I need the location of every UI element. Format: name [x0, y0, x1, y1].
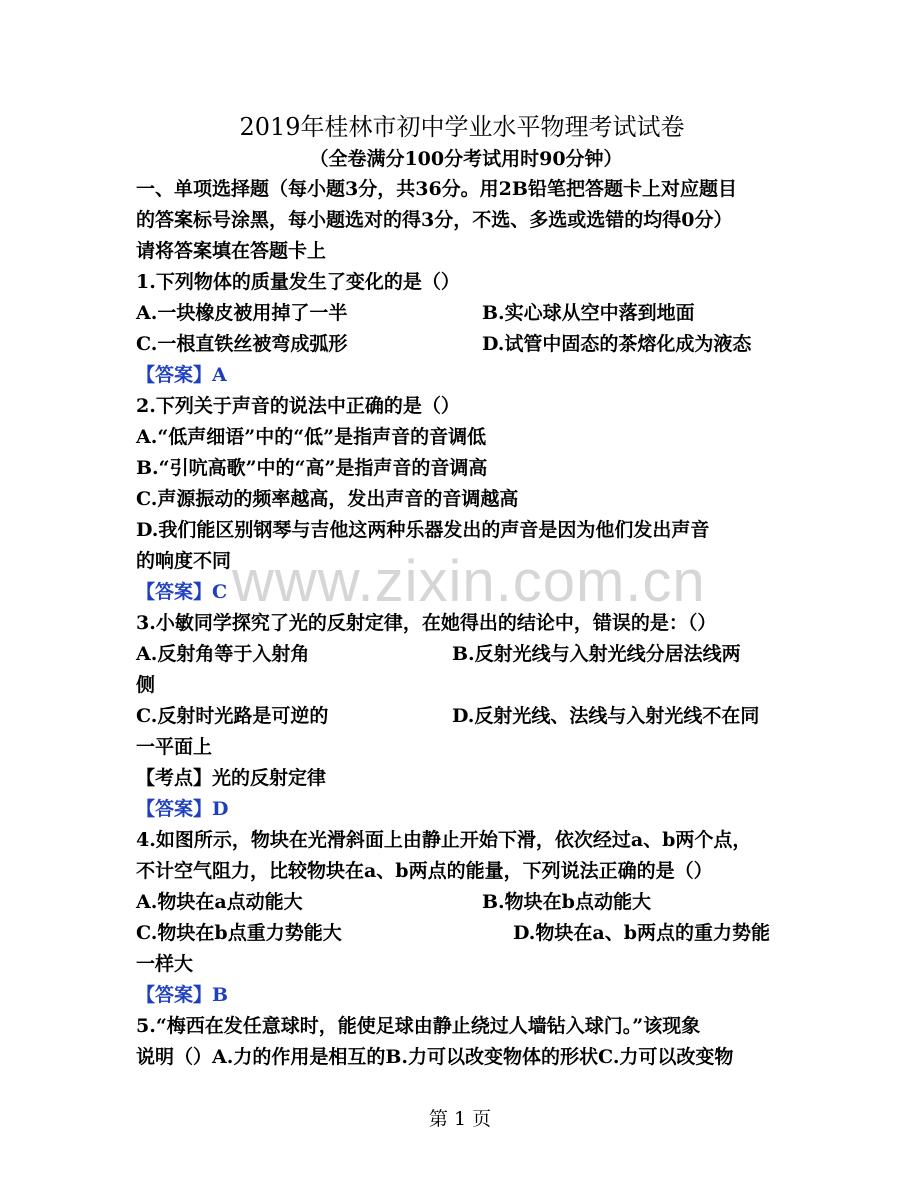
watermark: www.zixin.com.cn — [232, 549, 706, 614]
q1-stem: 1.下列物体的质量发生了变化的是（） — [136, 271, 460, 293]
q3-options-row-2 — [136, 701, 796, 732]
q4-option-d-continued: 一样大 — [136, 953, 194, 975]
q1-option-a: A.一块橡皮被用掉了一半 — [136, 302, 348, 324]
q3-stem: 3.小敏同学探究了光的反射定律，在她得出的结论中，错误的是：（） — [136, 612, 717, 634]
q1-options-row-2 — [136, 329, 796, 360]
q1-options-row-1 — [136, 298, 796, 329]
q4-option-b: B.物块在b点动能大 — [482, 891, 651, 913]
q1-answer: 【答案】A — [136, 364, 227, 386]
q3-option-b: B.反射光线与入射光线分居法线两 — [452, 643, 741, 665]
q4-option-c: C.物块在b点重力势能大 — [136, 922, 342, 944]
q3-option-a: A.反射角等于入射角 — [136, 643, 310, 665]
exam-content — [136, 110, 796, 1073]
q2-option-d-line-1: D.我们能区别钢琴与吉他这两种乐器发出的声音是因为他们发出声音 — [136, 519, 710, 541]
page-subtitle: （全卷满分100分考试用时90分钟） — [309, 148, 623, 170]
q2-option-c: C.声源振动的频率越高，发出声音的音调越高 — [136, 488, 519, 510]
q2-option-b: B.“引吭高歌”中的“高”是指声音的音调高 — [136, 457, 488, 479]
q5-line-2: 说明（）A.力的作用是相互的B.力可以改变物体的形状C.力可以改变物 — [136, 1046, 734, 1068]
q2-option-a: A.“低声细语”中的“低”是指声音的音调低 — [136, 426, 487, 448]
q4-answer: 【答案】B — [136, 984, 229, 1006]
q4-stem-line-2: 不计空气阻力，比较物块在a、b两点的能量，下列说法正确的是（） — [136, 860, 713, 882]
section-heading-line-3: 请将答案填在答题卡上 — [136, 240, 327, 262]
q3-option-c: C.反射时光路是可逆的 — [136, 705, 329, 727]
page-number: 第 1 页 — [428, 1108, 492, 1130]
q3-option-b-continued: 侧 — [136, 674, 156, 696]
q4-option-a: A.物块在a点动能大 — [136, 891, 303, 913]
q4-options-row-2 — [136, 918, 796, 949]
q2-option-d-line-2: 的响度不同 — [136, 550, 232, 572]
q3-options-row-1 — [136, 639, 796, 670]
q1-option-c: C.一根直铁丝被弯成弧形 — [136, 333, 348, 355]
q4-options-row-1 — [136, 887, 796, 918]
q3-answer: 【答案】D — [136, 798, 229, 820]
q3-knowledge-point: 【考点】光的反射定律 — [136, 767, 327, 789]
section-heading-line-1: 一、单项选择题（每小题3分，共36分。用2B铅笔把答题卡上对应题目 — [136, 178, 737, 200]
q4-stem-line-1: 4.如图所示，物块在光滑斜面上由静止开始下滑，依次经过a、b两个点， — [136, 829, 752, 851]
q1-option-b: B.实心球从空中落到地面 — [482, 302, 695, 324]
q3-option-d: D.反射光线、法线与入射光线不在同 — [452, 705, 760, 727]
q3-option-d-continued: 一平面上 — [136, 736, 213, 758]
section-heading-line-2: 的答案标号涂黑，每小题选对的得3分，不选、多选或选错的均得0分） — [136, 209, 733, 231]
q1-option-d: D.试管中固态的茶熔化成为液态 — [482, 333, 752, 355]
page-title: 2019年桂林市初中学业水平物理考试试卷 — [239, 113, 685, 141]
q2-stem: 2.下列关于声音的说法中正确的是（） — [136, 395, 460, 417]
q4-option-d: D.物块在a、b两点的重力势能 — [513, 922, 771, 944]
q5-line-1: 5.“梅西在发任意球时，能使足球由静止绕过人墙钻入球门。”该现象 — [136, 1015, 701, 1037]
q2-answer: 【答案】C — [136, 581, 228, 603]
